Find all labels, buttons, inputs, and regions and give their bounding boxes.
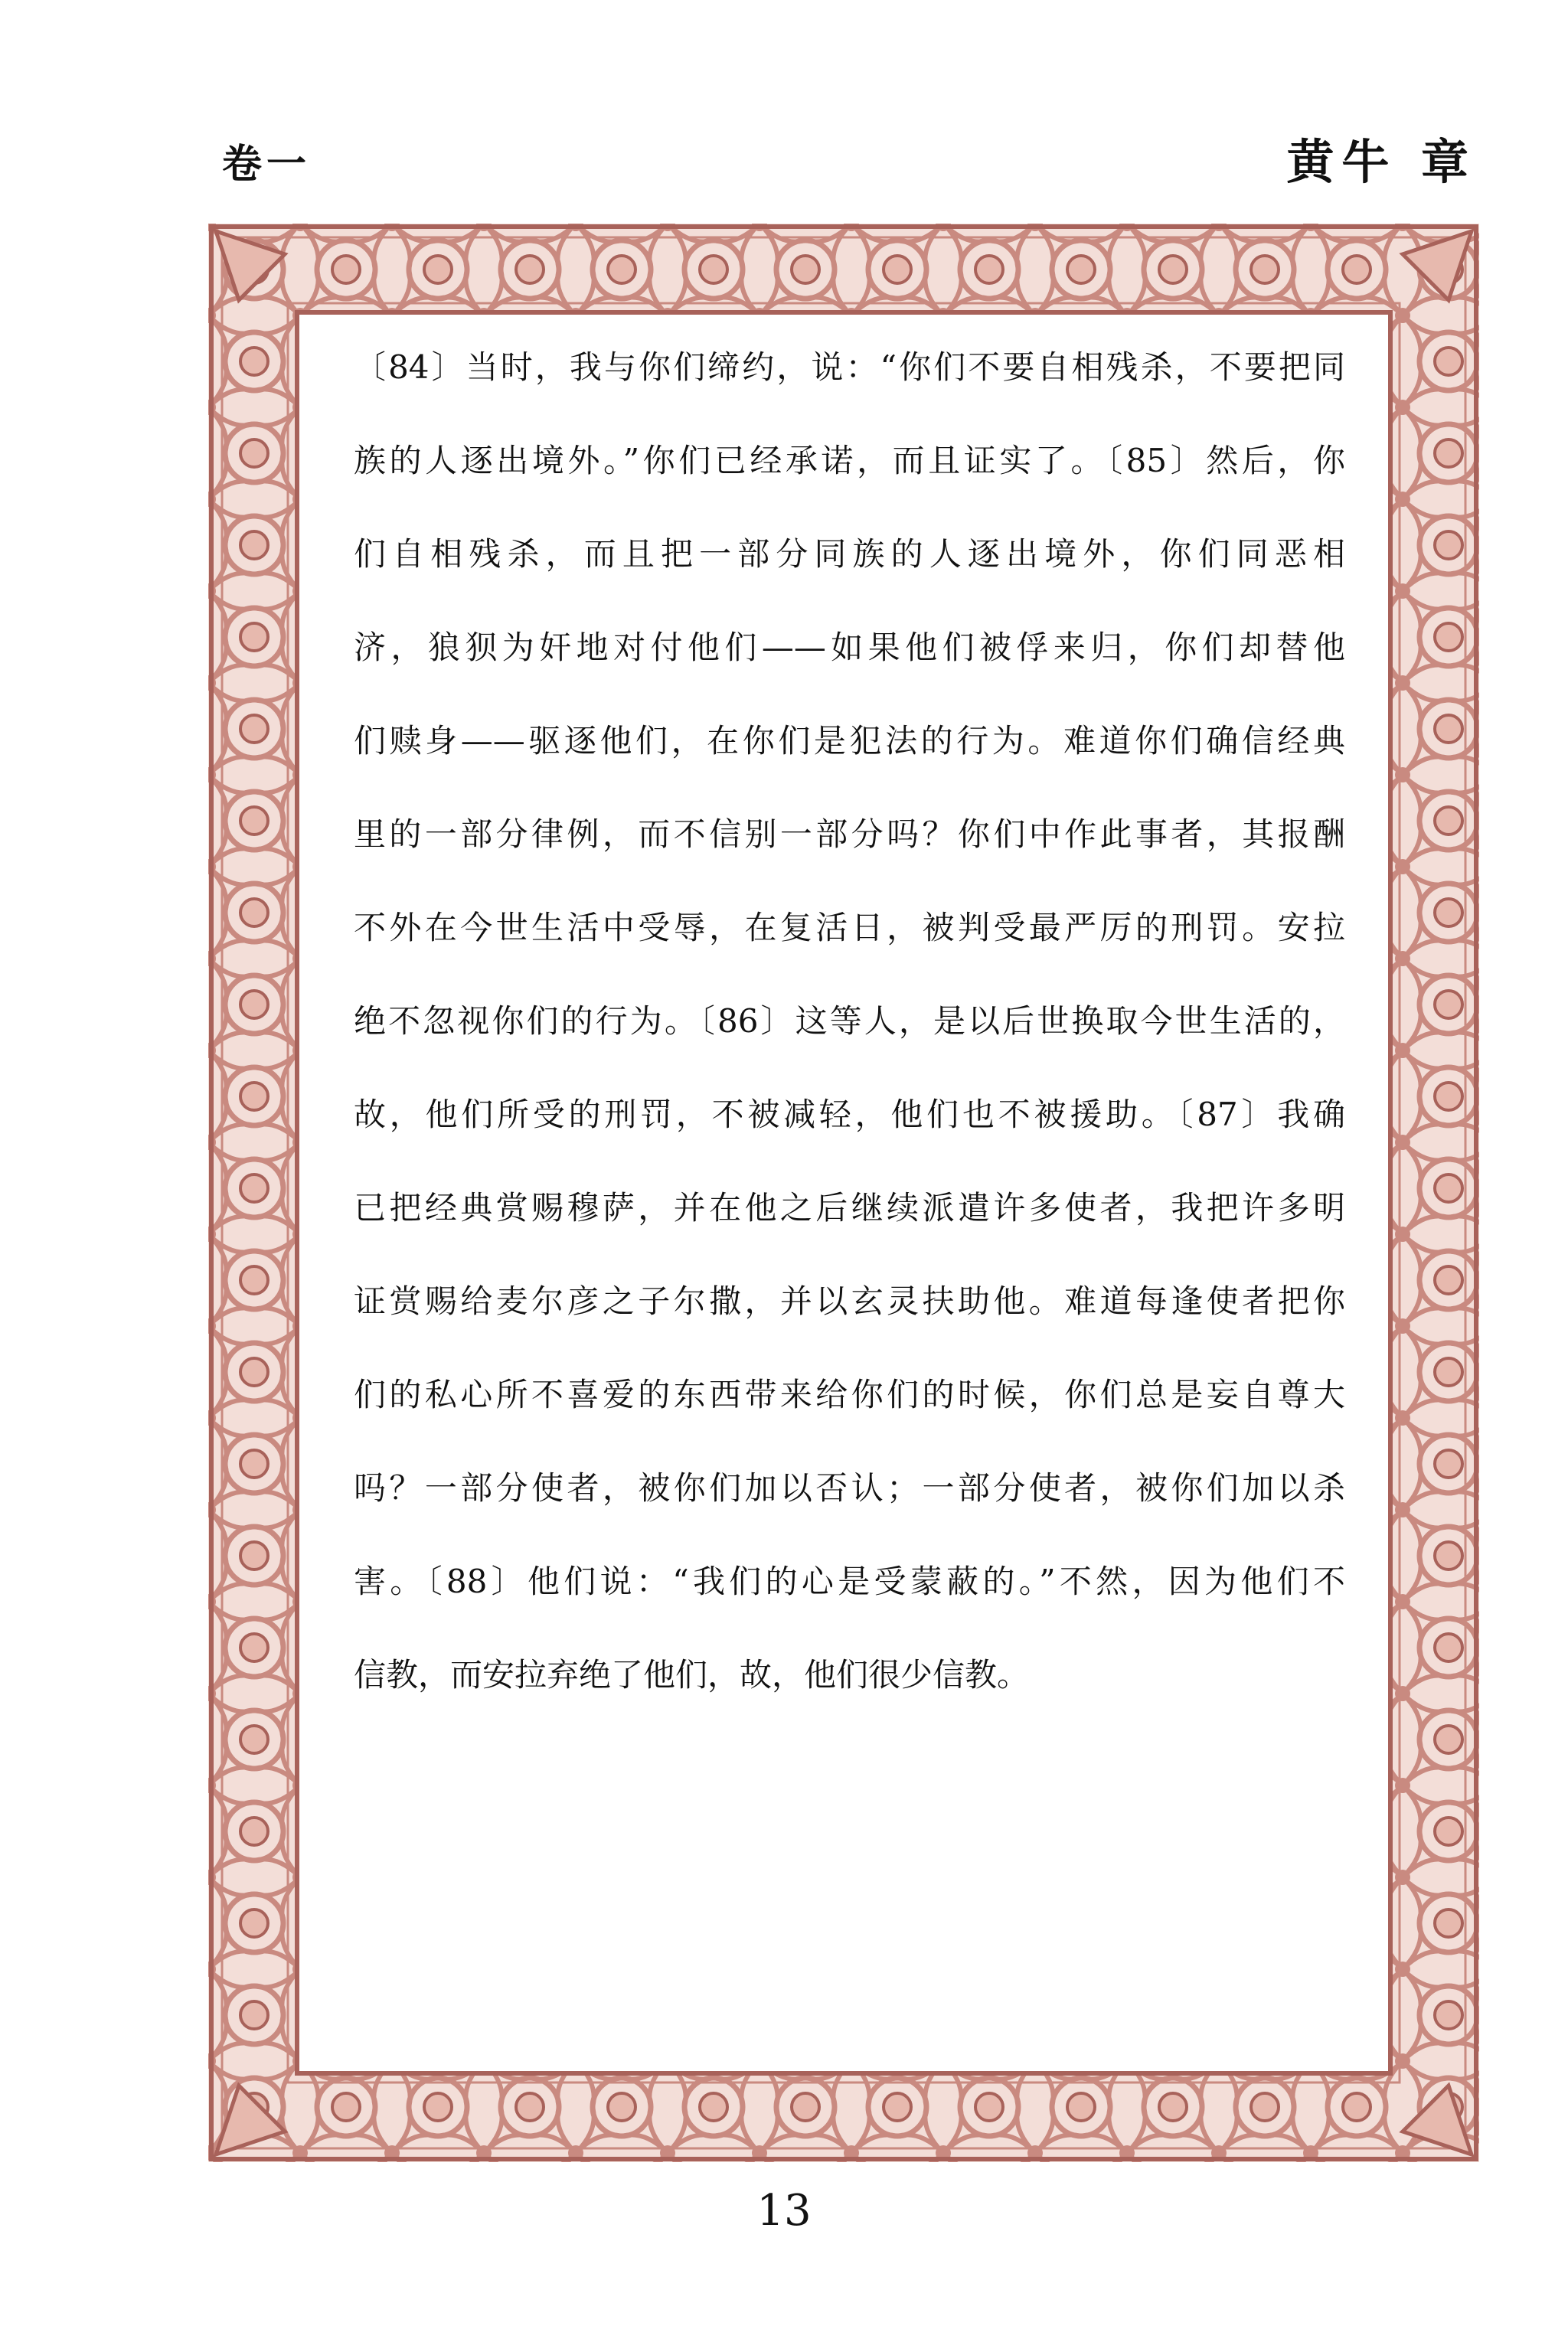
text-line: 害。〔88〕他们说：“我们的心是受蒙蔽的。”不然，因为他们不 bbox=[354, 1563, 1345, 1600]
text-line: 不外在今世生活中受辱，在复活日，被判受最严厉的刑罚。安拉 bbox=[354, 909, 1345, 946]
text-line: 已把经典赏赐穆萨，并在他之后继续派遣许多使者，我把许多明 bbox=[354, 1189, 1345, 1227]
body-text bbox=[354, 337, 1345, 1991]
page-number: 13 bbox=[756, 2186, 812, 2236]
running-header-chapter: 黄牛 章 bbox=[1286, 134, 1476, 190]
text-line: 济，狼狈为奸地对付他们——如果他们被俘来归，你们却替他 bbox=[354, 629, 1345, 666]
text-line: 故，他们所受的刑罚，不被减轻，他们也不被援助。〔87〕我确 bbox=[354, 1096, 1345, 1133]
running-header-volume: 卷一 bbox=[222, 141, 312, 188]
text-line: 证赏赐给麦尔彦之子尔撒，并以玄灵扶助他。难道每逢使者把你 bbox=[354, 1282, 1345, 1320]
text-line: 信教，而安拉弃绝了他们，故，他们很少信教。 bbox=[354, 1656, 1030, 1694]
text-line: 们自相残杀，而且把一部分同族的人逐出境外，你们同恶相 bbox=[354, 535, 1345, 573]
text-line: 族的人逐出境外。”你们已经承诺，而且证实了。〔85〕然后，你 bbox=[354, 442, 1345, 479]
text-line: 们赎身——驱逐他们，在你们是犯法的行为。难道你们确信经典 bbox=[354, 722, 1345, 760]
text-line: 里的一部分律例，而不信别一部分吗？你们中作此事者，其报酬 bbox=[354, 815, 1345, 853]
text-line: 们的私心所不喜爱的东西带来给你们的时候，你们总是妄自尊大 bbox=[354, 1376, 1345, 1413]
text-line: 〔84〕当时，我与你们缔约，说：“你们不要自相残杀，不要把同 bbox=[354, 348, 1345, 386]
text-line: 绝不忽视你们的行为。〔86〕这等人，是以后世换取今世生活的， bbox=[354, 1002, 1345, 1040]
text-line: 吗？一部分使者，被你们加以否认；一部分使者，被你们加以杀 bbox=[354, 1469, 1345, 1507]
